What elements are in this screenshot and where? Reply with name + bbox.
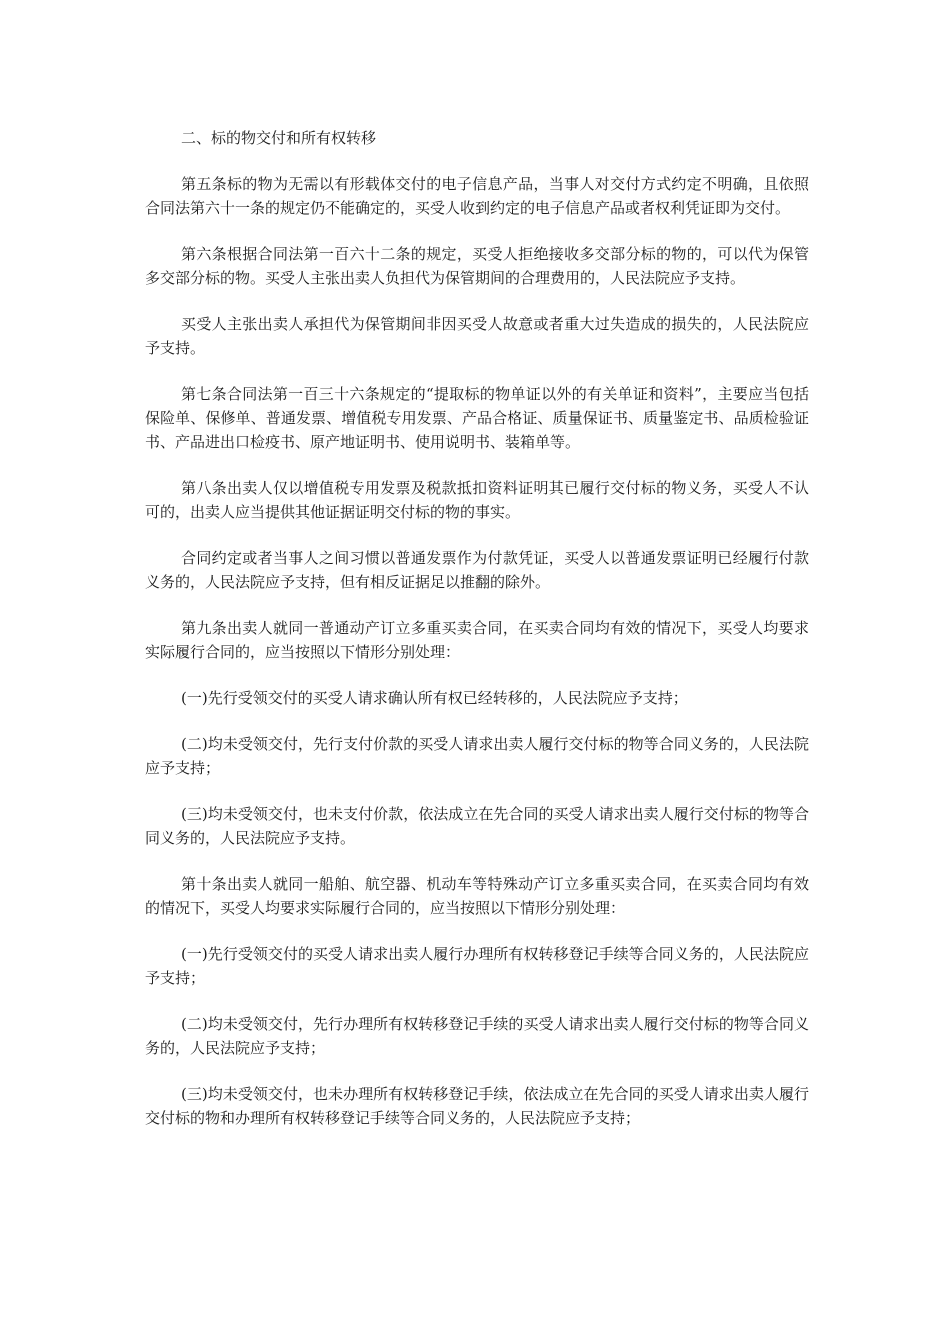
paragraph-article-6: 第六条根据合同法第一百六十二条的规定，买受人拒绝接收多交部分标的物的，可以代为保管多交部分标的物。买受人主张出卖人负担代为保管期间的合理费用的，人民法院应予支持。 (145, 245, 809, 287)
paragraph-article-8-cont: 合同约定或者当事人之间习惯以普通发票作为付款凭证，买受人以普通发票证明已经履行付款义务的，人民法院应予支持，但有相反证据足以推翻的除外。 (145, 549, 809, 591)
paragraph-article-10-item-1: (一)先行受领交付的买受人请求出卖人履行办理所有权转移登记手续等合同义务的，人民法院应予支持； (145, 945, 809, 987)
paragraph-article-9-item-1: (一)先行受领交付的买受人请求确认所有权已经转移的，人民法院应予支持； (181, 689, 688, 707)
paragraph-article-9: 第九条出卖人就同一普通动产订立多重买卖合同，在买卖合同均有效的情况下，买受人均要求实际履行合同的，应当按照以下情形分别处理： (145, 619, 809, 661)
section-heading: 二、标的物交付和所有权转移 (181, 129, 377, 147)
document-page (145, 126, 809, 1152)
paragraph-article-7: 第七条合同法第一百三十六条规定的“提取标的物单证以外的有关单证和资料”，主要应当包括保险单、保修单、普通发票、增值税专用发票、产品合格证、质量保证书、质量鉴定书、品质检验证书、产品进出口检疫书、原产地证明书、使用说明书、装箱单等。 (145, 385, 809, 451)
paragraph-article-8: 第八条出卖人仅以增值税专用发票及税款抵扣资料证明其已履行交付标的物义务，买受人不认可的，出卖人应当提供其他证据证明交付标的物的事实。 (145, 479, 809, 521)
paragraph-article-10-item-3: (三)均未受领交付，也未办理所有权转移登记手续，依法成立在先合同的买受人请求出卖人履行交付标的物和办理所有权转移登记手续等合同义务的，人民法院应予支持； (145, 1085, 809, 1127)
paragraph-article-9-item-2: (二)均未受领交付，先行支付价款的买受人请求出卖人履行交付标的物等合同义务的，人民法院应予支持； (145, 735, 809, 777)
paragraph-article-10-item-2: (二)均未受领交付，先行办理所有权转移登记手续的买受人请求出卖人履行交付标的物等合同义务的，人民法院应予支持； (145, 1015, 809, 1057)
paragraph-article-10: 第十条出卖人就同一船舶、航空器、机动车等特殊动产订立多重买卖合同，在买卖合同均有效的情况下，买受人均要求实际履行合同的，应当按照以下情形分别处理： (145, 875, 809, 917)
paragraph-article-9-item-3: (三)均未受领交付，也未支付价款，依法成立在先合同的买受人请求出卖人履行交付标的物等合同义务的，人民法院应予支持。 (145, 805, 809, 847)
paragraph-article-5: 第五条标的物为无需以有形载体交付的电子信息产品，当事人对交付方式约定不明确，且依照合同法第六十一条的规定仍不能确定的，买受人收到约定的电子信息产品或者权利凭证即为交付。 (145, 175, 809, 217)
paragraph-article-6-cont: 买受人主张出卖人承担代为保管期间非因买受人故意或者重大过失造成的损失的，人民法院应予支持。 (145, 315, 809, 357)
